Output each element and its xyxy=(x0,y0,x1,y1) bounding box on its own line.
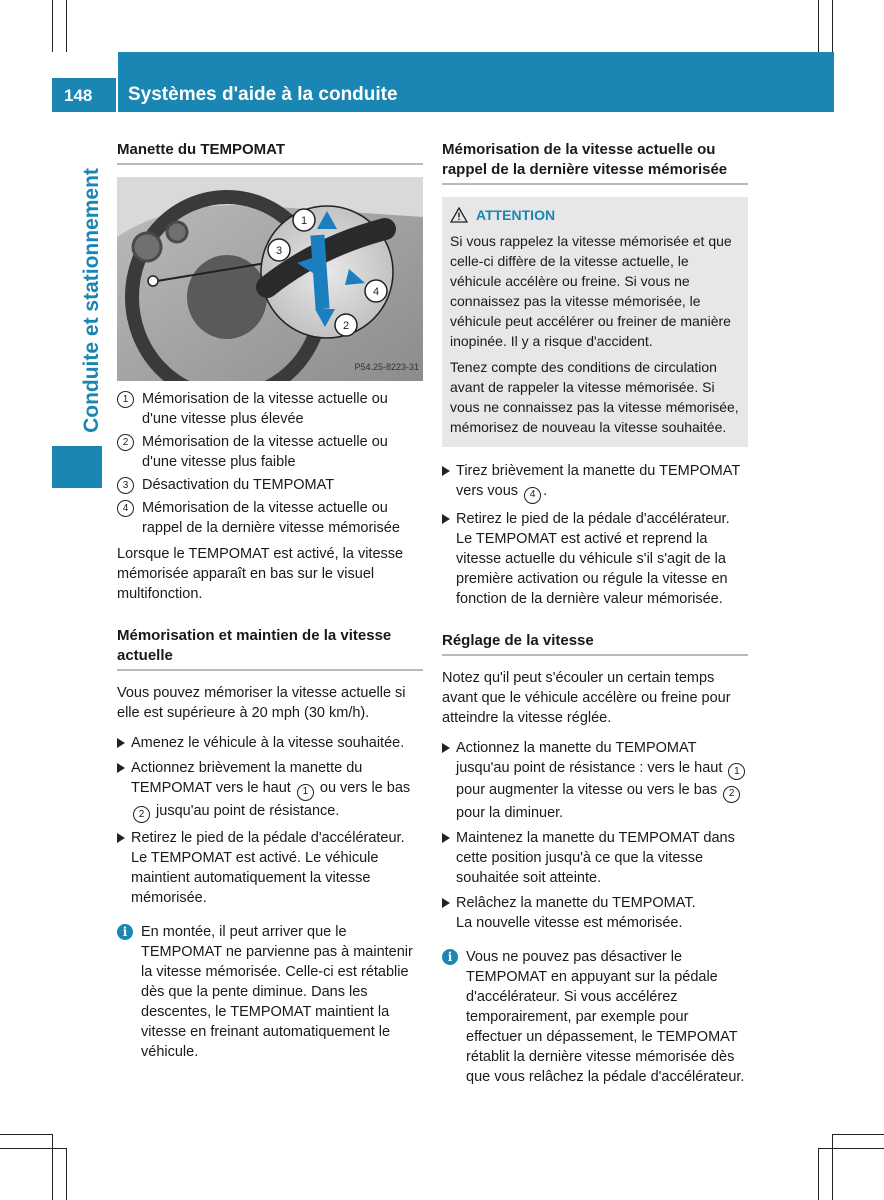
warning-box xyxy=(442,197,748,447)
bullet-arrow-icon xyxy=(442,833,450,843)
svg-text:2: 2 xyxy=(342,320,350,332)
warning-text: Tenez compte des conditions de circulation avant de rappeler la vitesse mémorisée. Si vous ne connaissez pas la vitesse mémorisée, mémorisez de nouveau la vitesse souhaitée. xyxy=(450,359,739,435)
left-column xyxy=(117,140,423,1062)
step-text: Relâchez la manette du TEMPOMAT. La nouvelle vitesse est mémorisée. xyxy=(456,894,696,931)
legend-item xyxy=(117,475,423,495)
info-icon: i xyxy=(117,924,133,940)
section-heading: Mémorisation de la vitesse actuelle ou rappel de la dernière vitesse mémorisée xyxy=(442,140,748,185)
bullet-arrow-icon xyxy=(117,763,125,773)
warning-title: ATTENTION xyxy=(476,207,556,223)
step-text: Retirez le pied de la pédale d'accélérateur. Le TEMPOMAT est activé et reprend la vitesse actuelle du véhicule s'il s'agit de la première activation ou régule la vitesse en fonction de la dernière valeur mémorisée. xyxy=(456,510,730,607)
crop-mark xyxy=(818,1148,819,1200)
legend-number: 4 xyxy=(117,500,134,517)
instruction-step xyxy=(442,461,748,504)
instruction-step xyxy=(442,828,748,888)
legend-text: Mémorisation de la vitesse actuelle ou d'une vitesse plus élevée xyxy=(142,391,388,427)
legend-number: 2 xyxy=(117,434,134,451)
paragraph: Lorsque le TEMPOMAT est activé, la vitesse mémorisée apparaît en bas sur le visuel multifonction. xyxy=(117,546,404,602)
section-heading: Réglage de la vitesse xyxy=(442,631,748,656)
section-heading: Mémorisation et maintien de la vitesse actuelle xyxy=(117,626,423,671)
side-section-title: Conduite et stationnement xyxy=(80,168,103,433)
side-tab-marker xyxy=(52,446,102,488)
instruction-step xyxy=(117,828,423,908)
paragraph: Notez qu'il peut s'écouler un certain temps avant que le véhicule accélère ou freine pour atteindre la vitesse réglée. xyxy=(442,669,731,726)
legend-text: Mémorisation de la vitesse actuelle ou rappel de la dernière vitesse mémorisée xyxy=(142,500,400,536)
steering-wheel-illustration xyxy=(117,177,423,381)
ref-number-1: 1 xyxy=(728,763,745,780)
legend-number: 1 xyxy=(117,391,134,408)
legend-text: Désactivation du TEMPOMAT xyxy=(142,477,335,493)
header-title: Systèmes d'aide à la conduite xyxy=(128,84,398,105)
step-text: Amenez le véhicule à la vitesse souhaitée. xyxy=(131,735,405,751)
crop-mark xyxy=(818,1148,884,1149)
instruction-step xyxy=(117,758,423,823)
warning-text: Si vous rappelez la vitesse mémorisée et que celle-ci diffère de la vitesse actuelle, le véhicule accélère ou freine. Si vous ne connaissez pas la vitesse mémorisée, le véhicule peut accélérer ou freiner de manière inopinée. Il y a risque d'accident. xyxy=(450,233,732,349)
bullet-arrow-icon xyxy=(442,466,450,476)
step-text: Maintenez la manette du TEMPOMAT dans cette position jusqu'à ce que la vitesse souhaitée soit atteinte. xyxy=(456,829,735,886)
svg-text:4: 4 xyxy=(372,286,380,298)
ref-number-1: 1 xyxy=(297,784,314,801)
legend-item xyxy=(117,389,423,429)
section-heading: Manette du TEMPOMAT xyxy=(117,140,423,165)
bullet-arrow-icon xyxy=(117,833,125,843)
cruise-control-lever-figure xyxy=(117,177,423,381)
instruction-step xyxy=(442,509,748,609)
info-icon: i xyxy=(442,949,458,965)
instruction-step xyxy=(117,733,423,753)
svg-text:3: 3 xyxy=(275,245,283,257)
crop-mark xyxy=(0,1148,66,1149)
step-text: Actionnez brièvement la manette du TEMPOMAT vers le haut 1 ou vers le bas 2 jusqu'au point de résistance. xyxy=(131,758,423,823)
crop-mark xyxy=(832,1134,884,1135)
page-number: 148 xyxy=(64,86,93,105)
crop-mark xyxy=(66,1148,67,1200)
crop-mark xyxy=(66,0,67,52)
warning-header xyxy=(450,205,740,225)
instruction-step xyxy=(442,893,748,933)
info-text: En montée, il peut arriver que le TEMPOMAT ne parvienne pas à maintenir la vitesse mémorisée. Celle-ci est rétablie dès que la pente diminue. Dans les descentes, le TEMPOMAT maintient la vitesse en freinant automatiquement le véhicule. xyxy=(141,924,413,1060)
crop-mark xyxy=(52,1134,53,1200)
crop-mark xyxy=(832,1134,833,1200)
right-column xyxy=(442,140,748,1087)
ref-number-4: 4 xyxy=(524,487,541,504)
crop-mark xyxy=(818,0,819,52)
legend-number: 3 xyxy=(117,477,134,494)
info-note xyxy=(117,922,423,1062)
ref-number-2: 2 xyxy=(723,786,740,803)
legend-text: Mémorisation de la vitesse actuelle ou d'une vitesse plus faible xyxy=(142,434,388,470)
ref-number-2: 2 xyxy=(133,806,150,823)
legend-item xyxy=(117,498,423,538)
figure-code: P54.25-8223-31 xyxy=(354,362,419,372)
instruction-step xyxy=(442,738,748,823)
step-text: Tirez brièvement la manette du TEMPOMAT vers vous 4 . xyxy=(456,461,748,504)
bullet-arrow-icon xyxy=(442,514,450,524)
svg-text:1: 1 xyxy=(300,215,308,227)
info-text: Vous ne pouvez pas désactiver le TEMPOMAT en appuyant sur la pédale d'accélérateur. Si vous accélérez temporairement, par exemple pour effectuer un dépassement, le TEMPOMAT rétablit la dernière vitesse mémorisée dès que vous relâchez la pédale d'accélérateur. xyxy=(466,948,745,1085)
info-note xyxy=(442,947,748,1087)
bullet-arrow-icon xyxy=(117,738,125,748)
crop-mark xyxy=(0,1134,52,1135)
step-text: Retirez le pied de la pédale d'accélérateur. Le TEMPOMAT est activé. Le véhicule maintient automatiquement la vitesse mémorisée. xyxy=(131,830,405,906)
paragraph: Vous pouvez mémoriser la vitesse actuelle si elle est supérieure à 20 mph (30 km/h). xyxy=(117,685,406,721)
legend-item xyxy=(117,432,423,472)
crop-mark xyxy=(832,0,833,52)
bullet-arrow-icon xyxy=(442,743,450,753)
crop-mark xyxy=(52,0,53,52)
bullet-arrow-icon xyxy=(442,898,450,908)
step-text: Actionnez la manette du TEMPOMAT jusqu'au point de résistance : vers le haut 1 pour augmenter la vitesse ou vers le bas 2 pour la diminuer. xyxy=(456,738,748,823)
warning-triangle-icon xyxy=(450,207,468,223)
